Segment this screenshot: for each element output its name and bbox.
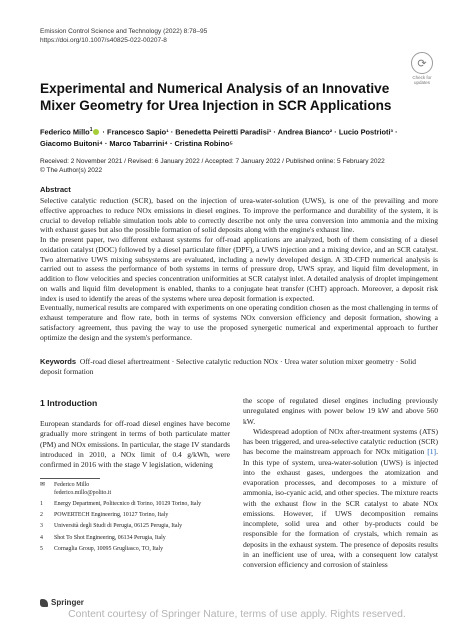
footnote-divider xyxy=(40,478,100,479)
intro-paragraph-2: Widespread adoption of NOx after-treatment systems (ATS) has been triggered, and urea-selective catalytic reduction (SCR) has become the mainstream approach for NOx mitigation [1]. In this type of system, urea-water-solution (UWS) is injected into the exhaust gases, undergoes the atomization and evaporation processes, and decomposes to a mixture of ammonia, iso-cyanic acid, and other species. The mixture reacts with the exhaust flow in the SCR catalyst to abate NOx emissions. However, if UWS decomposition remains incomplete, solid urea and other by-products could be responsible for the formation of crystals, which remain as deposits in the exhaust system. The presence of deposits results in an inefficient use of urea, with a consequent low catalyst conversion efficiency and corrosion of stainless xyxy=(243,426,438,569)
affiliation-5: 5 Cornaglia Group, 10095 Grugliasco, TO, Italy xyxy=(40,545,164,552)
paper-title: Experimental and Numerical Analysis of an Innovative Mixer Geometry for Urea Injection in SCR Applications xyxy=(40,81,392,113)
keywords-label: Keywords xyxy=(40,357,77,366)
publisher-name: Springer xyxy=(51,598,84,607)
abstract-paragraph-3: Eventually, numerical results are compared with experiments on one operating condition chosen as the most challenging in terms of exhaust temperature and flow rate, both in terms of systems NOx conversion efficiency and deposit formation, showing a satisfactory agreement, thus paving the way to use the proposed synergetic numerical and experimental approach to further optimize the design and the system's performance. xyxy=(40,303,438,342)
abstract-heading: Abstract xyxy=(40,185,71,194)
keywords xyxy=(40,357,438,377)
publication-dates xyxy=(40,157,385,175)
intro-paragraph-1-cont: the scope of regulated diesel engines including previously unregulated engines with power below 19 kW and above 560 kW. xyxy=(243,396,438,426)
check-updates-icon: ⟳ xyxy=(411,52,433,74)
affiliation-1: 1 Energy Department, Politecnico di Torino, 10129 Torino, Italy xyxy=(40,500,202,507)
orcid-icon[interactable] xyxy=(93,129,99,135)
intro-paragraph-1: European standards for off-road diesel engines have become gradually more stringent in terms of both particulate matter (PM) and NOx emissions. In particular, the stage IV standards introduced in 2010, a NOx limit of 0.4 g/kWh, were confirmed in 2016 with the stage V legislation, widening xyxy=(40,419,230,469)
left-column-text xyxy=(40,419,230,470)
journal-header xyxy=(40,27,207,45)
affiliation-3: 3 Università degli Studi di Perugia, 06125 Perugia, Italy xyxy=(40,523,183,530)
courtesy-watermark: Content courtesy of Springer Nature, terms of use apply. Rights reserved. xyxy=(68,609,406,620)
envelope-icon: ✉ xyxy=(40,482,45,488)
publisher-logo xyxy=(40,598,84,607)
history-dates: Received: 2 November 2021 / Revised: 6 January 2022 / Accepted: 7 January 2022 / Published online: 5 February 2022 xyxy=(40,158,385,165)
author-corresponding[interactable]: Federico Millo xyxy=(40,127,90,137)
author-list: Federico Millo$^1$ · Francesco Sapio¹ · Benedetta Peiretti Paradisi¹ · Andrea Bianco² · Lucio Postrioti³ · Giacomo Buitoni⁴ · Marco Tabarrini⁴ · Cristina Robino⁵ xyxy=(40,125,435,149)
author-list-line2: Giacomo Buitoni⁴ · Marco Tabarrini⁴ · Cristina Robino⁵ xyxy=(40,138,233,148)
journal-citation: Emission Control Science and Technology (2022) 8:78–95 xyxy=(40,28,208,35)
keywords-list: Off-road diesel aftertreatment · Selective catalytic reduction NOx · Urea water solution mixer geometry · Solid deposit formation xyxy=(40,357,417,376)
citation-link[interactable]: [1] xyxy=(427,447,437,457)
doi-link[interactable]: https://doi.org/10.1007/s40825-022-00207-8 xyxy=(40,37,167,44)
abstract-paragraph-2: In the present paper, two different exhaust systems for off-road applications are analyzed, both of them consisting of a diesel oxidation catalyst (DOC) followed by a diesel particulate filter (DPF), a UWS injection and a mixing device, and an SCR catalyst. Two alternative UWS mixing subsystems are evaluated, including a newly developed design. A 3D-CFD numerical analysis is carried out to assess the performance of both systems in terms of pressure drop, UWS spray, and liquid film development, in addition to flow velocities and species concentration uniformities at SCR catalyst inlet. A detailed analysis of droplet impingement on walls and liquid film development is enabled, thanks to a conjugate heat transfer (CHT) approach. Moreover, a deposit risk index is used to identify the areas of the systems where urea deposit formation is expected. xyxy=(40,235,438,303)
footnote-corresponding: ✉ Federico Millo federico.millo@polito.it xyxy=(40,482,112,496)
affiliation-2: 2 POWERTECH Engineering, 10127 Torino, Italy xyxy=(40,512,169,519)
copyright: © The Author(s) 2022 xyxy=(40,167,103,174)
affiliations xyxy=(40,482,230,557)
springer-horse-icon xyxy=(40,599,48,607)
right-column-text xyxy=(243,396,438,570)
abstract-paragraph-1: Selective catalytic reduction (SCR), based on the injection of urea-water-solution (UWS), is one of the prevailing and more effective approaches to reduce NOx emissions in diesel engines. To improve the performance and durability of the system, it is crucial to develop reliable simulation tools able to correctly describe not only the urea conversion into ammonia and the mixing with exhaust gases but also the possible formation of solid deposits along with the engine's exhaust line. xyxy=(40,196,438,235)
check-updates-label: Check for updates xyxy=(412,75,432,85)
email-link[interactable]: federico.millo@polito.it xyxy=(54,489,112,496)
section-heading-introduction: 1 Introduction xyxy=(40,398,98,408)
abstract-body xyxy=(40,196,438,342)
check-for-updates-badge[interactable] xyxy=(408,52,436,85)
affiliation-4: 4 Shot To Shot Engineering, 06134 Perugia, Italy xyxy=(40,534,166,541)
